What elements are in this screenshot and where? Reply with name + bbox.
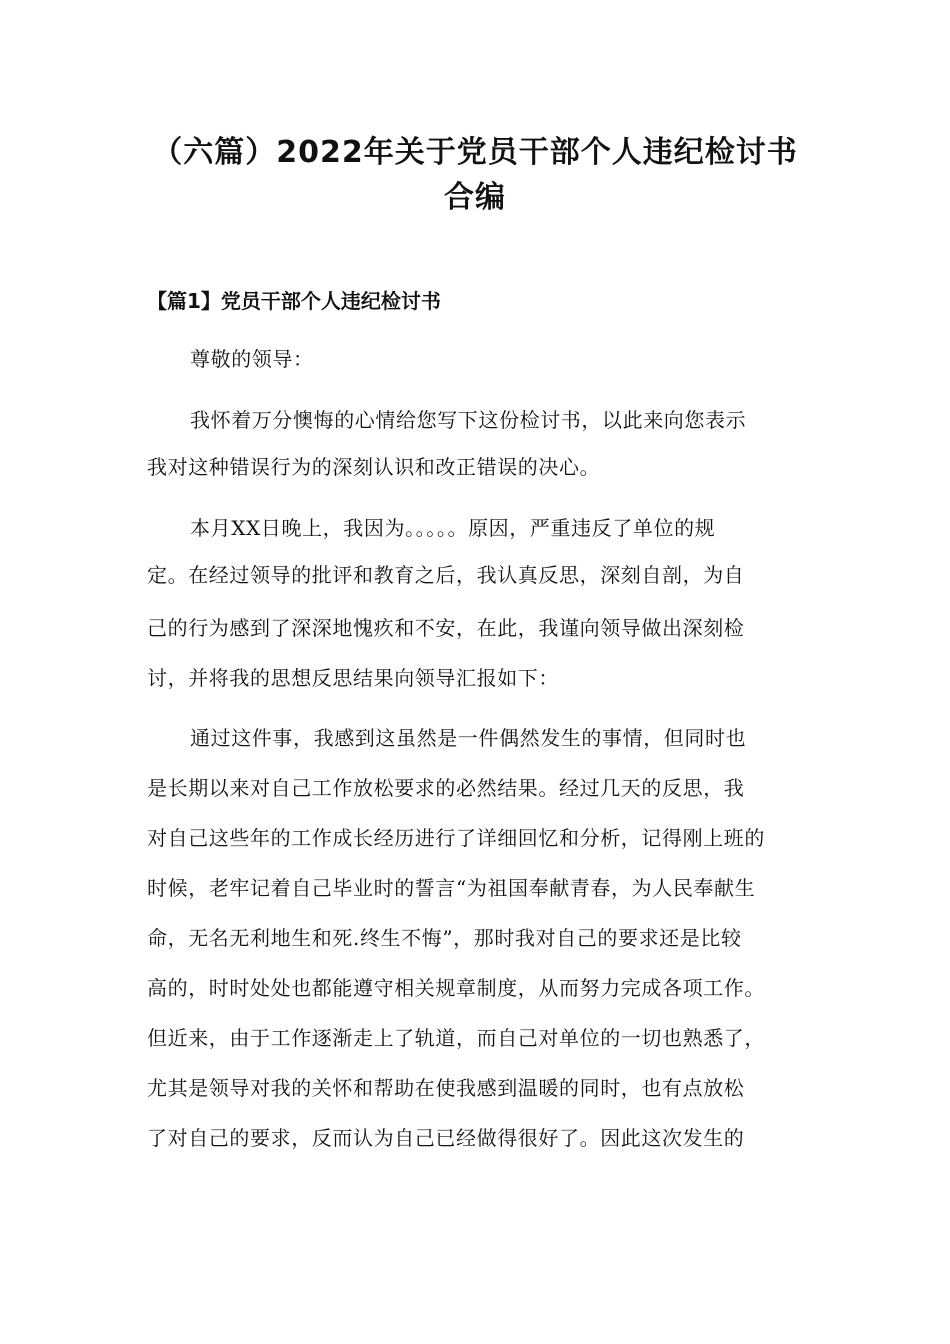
salutation: 尊敬的领导：	[190, 347, 314, 371]
paragraph-line: 对自己这些年的工作成长经历进行了详细回忆和分析，记得刚上班的	[147, 826, 765, 850]
paragraph-line: 时候，老牢记着自己毕业时的誓言“为祖国奉献青春，为人民奉献生	[147, 876, 756, 900]
title-line-2: 合编	[444, 180, 506, 215]
section-heading: 【篇1】党员干部个人违纪检讨书	[147, 289, 441, 313]
paragraph-line: 命，无名无利地生和死.终生不悔”，那时我对自己的要求还是比较	[147, 926, 742, 950]
paragraph-line: 通过这件事，我感到这虽然是一件偶然发生的事情，但同时也	[190, 726, 747, 750]
paragraph-line: 本月XX日晚上，我因为。。。。。原因，严重违反了单位的规	[190, 516, 716, 540]
paragraph-line: 己的行为感到了深深地愧疚和不安，在此，我谨向领导做出深刻检	[147, 616, 745, 640]
document-title	[120, 130, 830, 220]
paragraph-line: 尤其是领导对我的关怀和帮助在使我感到温暖的同时，也有点放松	[147, 1076, 745, 1100]
paragraph-line: 讨，并将我的思想反思结果向领导汇报如下：	[147, 666, 559, 690]
paragraph-line: 但近来，由于工作逐渐走上了轨道，而自己对单位的一切也熟悉了，	[147, 1026, 765, 1050]
paragraph-line: 我对这种错误行为的深刻认识和改正错误的决心。	[147, 455, 601, 479]
paragraph-line: 定。在经过领导的批评和教育之后，我认真反思，深刻自剖，为自	[147, 563, 745, 587]
paragraph-line: 了对自己的要求，反而认为自己已经做得很好了。因此这次发生的	[147, 1126, 745, 1150]
title-line-1: （六篇）2022年关于党员干部个人违纪检讨书	[152, 135, 798, 170]
paragraph-line: 是长期以来对自己工作放松要求的必然结果。经过几天的反思，我	[147, 776, 745, 800]
paragraph-line: 我怀着万分懊悔的心情给您写下这份检讨书，以此来向您表示	[190, 408, 747, 432]
paragraph-line: 高的，时时处处也都能遵守相关规章制度，从而努力完成各项工作。	[147, 976, 765, 1000]
